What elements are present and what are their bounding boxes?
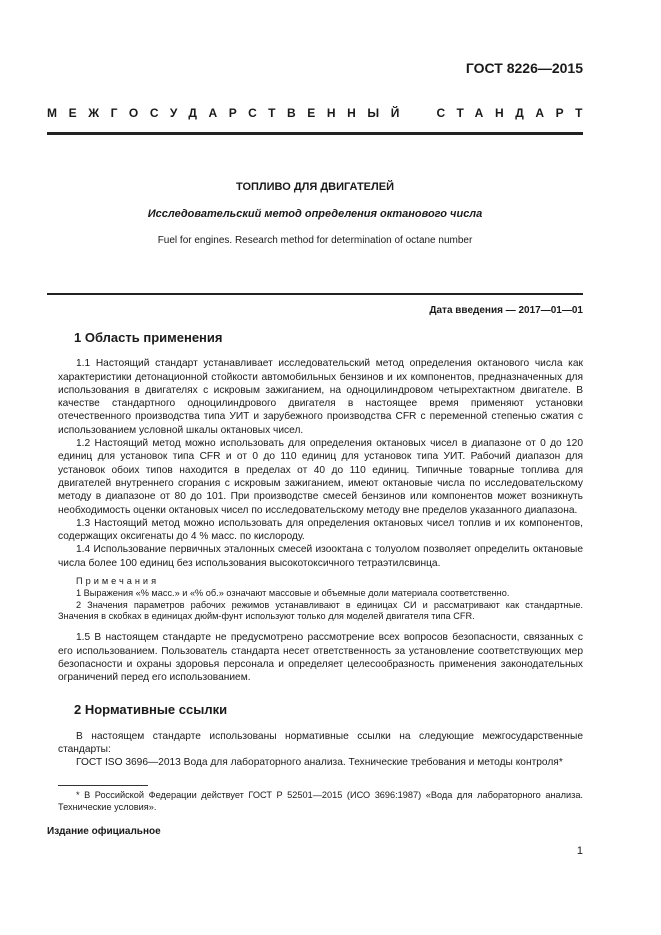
section-heading: 2 Нормативные ссылки [74,702,228,718]
official-edition-label: Издание официальное [47,826,161,837]
standard-word: СТАНДАРТ [436,106,594,120]
paragraph: 1.3 Настоящий метод можно использовать для определения октановых чисел топлив и их компонентов, содержащих оксигенаты до 4 % масс. по кислороду. [58,517,583,543]
paragraph: 1.2 Настоящий метод можно использовать для определения октановых чисел в диапазоне от 0 до 120 единиц для установок типа CFR и от 0 до 110 единиц для установок типа УИТ. Рабочий диапазон для установок обоих типов находится в пределах от 40 до 110 единиц. Типичные товарные топлива для двигателей внутреннего сгорания с искровым зажиганием, имеют октановые числа по исследовательскому методу в диапазоне от 80 до 101. При производстве смесей бензинов или компонентов может возникнуть необходимость оценки октановых чисел по исследовательскому методу вне пределов указанного диапазона. [58,438,583,516]
interstate-word: МЕЖГОСУДАРСТВЕННЫЙ [47,106,411,120]
footnote-text: * В Российской Федерации действует ГОСТ Р 52501—2015 (ИСО 3696:1987) «Вода для лабораторного анализа. Технические условия». [58,790,583,812]
standard-code: ГОСТ 8226—2015 [465,60,583,76]
notes-heading: Примечания [76,576,160,587]
document-body [58,331,583,770]
paragraph: 1.4 Использование первичных эталонных смесей изооктана с толуолом позволяет определить октановые числа более 100 единиц без использования высокотоксичного тетраэтилсвинца. [58,544,583,569]
paragraph: ГОСТ ISO 3696—2013 Вода для лабораторного анализа. Технические требования и методы контроля* [76,757,563,769]
paragraph: 1.5 В настоящем стандарте не предусмотрено рассмотрение всех вопросов безопасности, связанных с его использованием. Пользователь стандарта несет ответственность за установление соответствующих мер безопасности и охраны здоровья персонала и определяет целесообразность применения законодательных ограничений перед его использованием. [58,632,583,684]
notes-block [58,576,583,623]
document-title: ТОПЛИВО ДЛЯ ДВИГАТЕЛЕЙ [236,181,394,193]
footnote [58,789,583,813]
paragraph: 1.1 Настоящий стандарт устанавливает исследовательский метод определения октанового числа как характеристики детонационной стойкости автомобильных бензинов и их компонентов, предназначенных для использования в двигателях с искровым зажиганием, на одноцилиндровом четырехтактном двигателе. В качестве стандартного одноцилиндрового двигателя в настоящее время применяют установки отечественного производства типа УИТ и зарубежного производства CFR с переменной степенью сжатия с использованием условной шкалы октановых чисел. [58,358,583,436]
paragraph: В настоящем стандарте использованы нормативные ссылки на следующие межгосударственные стандарты: [58,730,583,756]
title-rule [47,293,583,295]
note: 1 Выражения «% масс.» и «% об.» означают массовые и объемные доли материала соответственно. [76,587,510,598]
page-number: 1 [576,845,583,857]
document-title-english: Fuel for engines. Research method for determination of octane number [157,235,473,246]
introduction-date: Дата введения — 2017—01—01 [429,305,583,316]
document-subtitle: Исследовательский метод определения октанового числа [147,208,483,220]
interstate-standard-banner [47,106,594,120]
note: 2 Значения параметров рабочих режимов устанавливают в единицах СИ и рассматривают как стандартные. Значения в скобках в единицах дюйм-фунт используют только для моделей двигателя типа CFR. [58,599,583,622]
header-rule [47,132,583,135]
section-heading: 1 Область применения [74,330,223,345]
footnote-rule [58,785,148,786]
